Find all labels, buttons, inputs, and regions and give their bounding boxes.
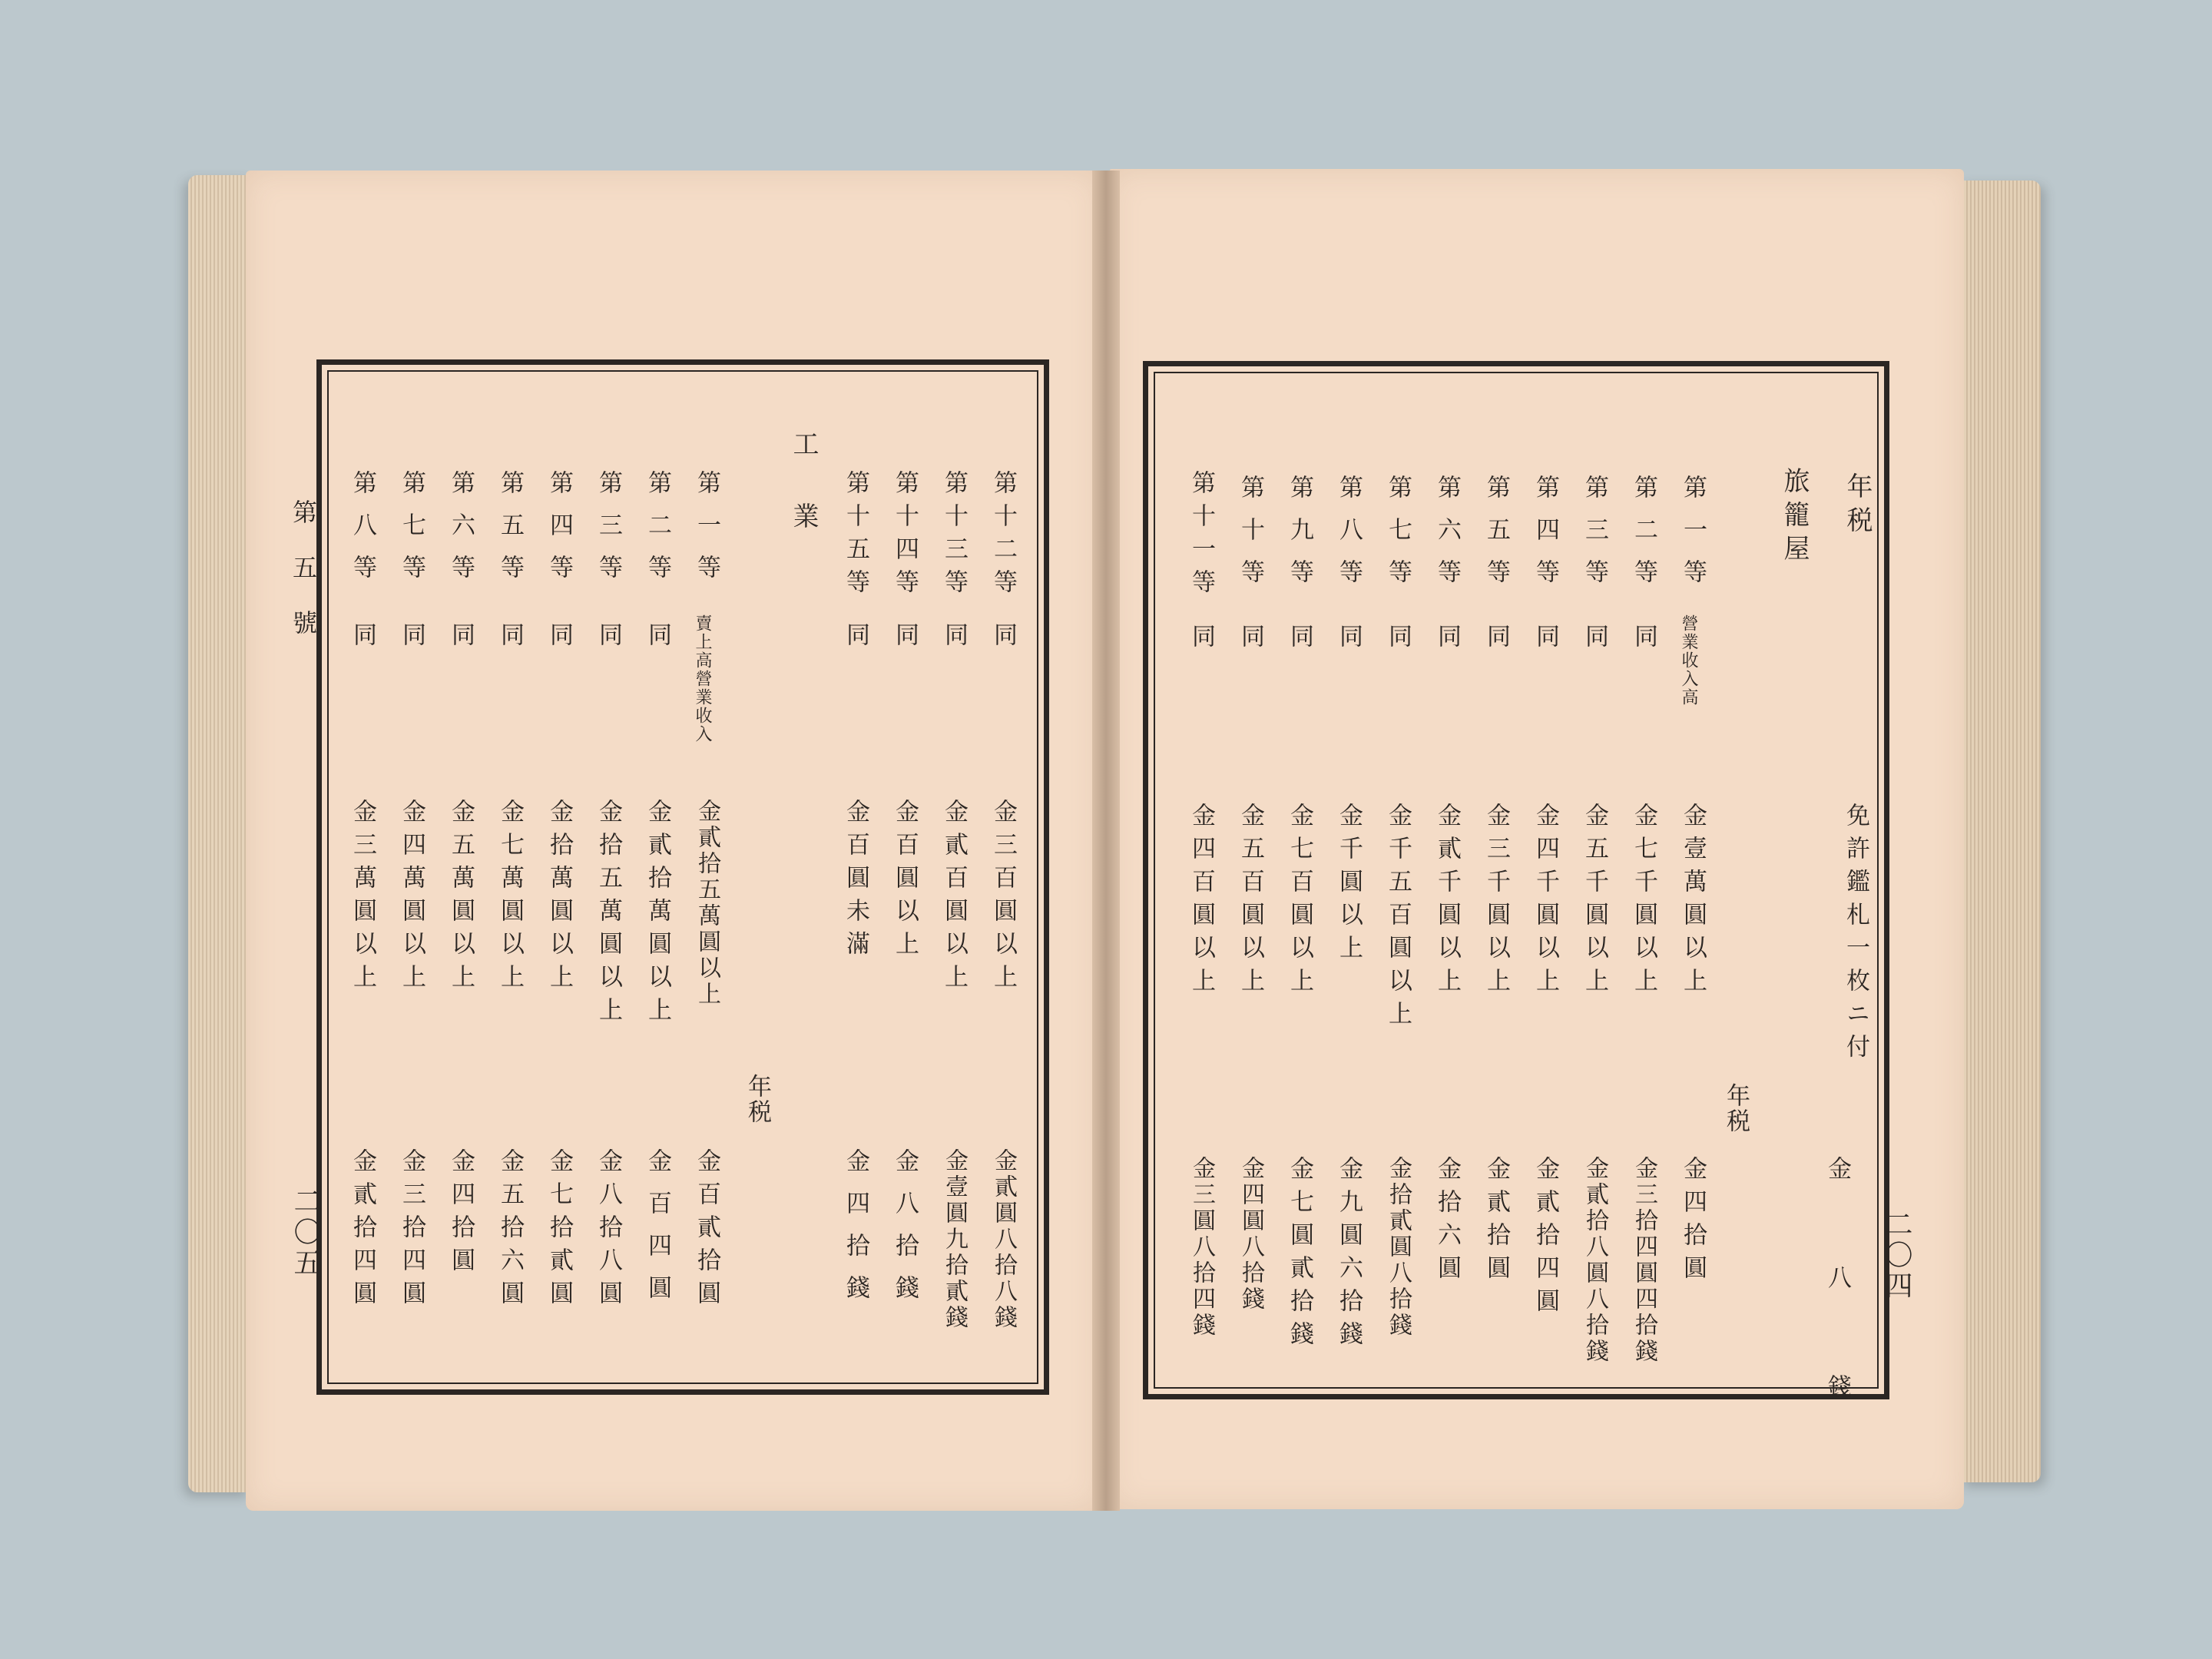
left-page-number: 二〇五 [290,1187,321,1279]
table-row-basis: 同 [398,622,426,664]
table-row-basis: 賣上高營業收入 [693,614,712,743]
table-row-threshold: 金貳百圓以上 [940,799,968,997]
table-row-grade: 第七等 [398,470,426,597]
table-row-grade: 第一等 [693,470,720,597]
table-row-tax: 金百貳拾圓 [693,1148,720,1313]
table-row-basis: 同 [891,622,919,664]
table-row-threshold: 金貳拾五萬圓以上 [694,799,720,1008]
table-row-basis: 同 [1433,624,1461,666]
table-row-tax: 金貳拾四圓 [349,1148,376,1313]
table-row-threshold: 金五萬圓以上 [447,799,475,997]
table-row-threshold: 金貳拾萬圓以上 [644,799,671,1030]
table-row-threshold: 金拾萬圓以上 [545,799,573,997]
table-row-tax: 金四拾錢 [842,1148,869,1317]
table-row-basis: 同 [989,622,1017,664]
table-row-threshold: 金壹萬圓以上 [1679,803,1707,1001]
table-row-grade: 第二等 [644,470,671,597]
table-row-threshold: 金三千圓以上 [1482,803,1510,1001]
table-row-tax: 金八拾錢 [891,1148,919,1317]
page-block-left-edge [188,175,251,1492]
table-row-basis: 同 [940,622,968,664]
table-row-threshold: 金七萬圓以上 [496,799,524,997]
table-row-grade: 第二等 [1630,475,1657,601]
table-row-basis: 同 [496,622,524,664]
table-row-basis: 同 [545,622,573,664]
table-row-grade: 第六等 [447,470,475,597]
table-row-tax: 金貳拾八圓八拾錢 [1581,1156,1608,1365]
table-row-grade: 第十一等 [1187,470,1215,602]
table-row-grade: 第一等 [1679,475,1707,601]
table-row-basis: 同 [1384,624,1412,666]
table-row-grade: 第七等 [1384,475,1412,601]
page-block-right-edge [1960,180,2041,1482]
table-row-tax: 金貳拾圓 [1482,1156,1510,1288]
left-section-title: 工業 [788,430,819,575]
table-row-tax: 金百四圓 [644,1148,671,1317]
table-row-grade: 第五等 [1482,475,1510,601]
left-page-frame [316,359,1049,1395]
table-row-grade: 第十三等 [940,470,968,602]
left-margin-title: 第五號 [289,499,318,665]
table-row-grade: 第六等 [1433,475,1461,601]
table-row-threshold: 金貳千圓以上 [1433,803,1461,1001]
book-gutter [1092,171,1120,1511]
table-row-basis: 同 [842,622,869,664]
table-row-basis: 同 [447,622,475,664]
table-row-basis: 同 [349,622,376,664]
table-row-tax: 金四拾圓 [1679,1156,1707,1288]
table-row-grade: 第八等 [1335,475,1363,601]
table-row-tax: 金九圓六拾錢 [1335,1156,1363,1354]
table-row-grade: 第三等 [1581,475,1608,601]
table-row-threshold: 金三百圓以上 [989,799,1017,997]
table-row-tax: 金三圓八拾四錢 [1188,1156,1215,1339]
table-row-tax: 金七圓貳拾錢 [1286,1156,1313,1354]
table-row-tax: 金貳拾四圓 [1532,1156,1559,1321]
table-row-tax: 金八拾八圓 [594,1148,622,1313]
right-section-title: 旅籠屋 [1779,467,1810,568]
table-row-grade: 第十等 [1237,475,1264,601]
table-row-tax: 金拾貳圓八拾錢 [1385,1156,1412,1339]
right-header-text: 免許鑑札一枚ニ付 [1842,803,1869,1067]
table-row-threshold: 金五千圓以上 [1581,803,1608,1001]
table-row-grade: 第四等 [1532,475,1559,601]
table-row-threshold: 金四百圓以上 [1187,803,1215,1001]
table-row-tax: 金拾六圓 [1433,1156,1461,1288]
table-row-tax: 金三拾四圓 [398,1148,426,1313]
table-row-grade: 第九等 [1286,475,1313,601]
table-row-tax: 金壹圓九拾貳錢 [941,1148,968,1331]
table-row-basis: 同 [1532,624,1559,666]
table-row-tax: 金五拾六圓 [496,1148,524,1313]
table-row-basis: 同 [1482,624,1510,666]
table-row-grade: 第十五等 [842,470,869,602]
table-row-tax: 金七拾貳圓 [545,1148,573,1313]
table-row-basis: 同 [1237,624,1264,666]
table-row-threshold: 金千五百圓以上 [1384,803,1412,1034]
table-row-basis: 同 [1335,624,1363,666]
table-row-threshold: 金百圓以上 [891,799,919,964]
table-row-grade: 第十二等 [989,470,1017,602]
right-section-note: 年税 [1722,1083,1750,1134]
right-header-note: 年税 [1842,472,1873,540]
table-row-threshold: 金千圓以上 [1335,803,1363,968]
table-row-basis: 同 [644,622,671,664]
table-row-threshold: 金百圓未滿 [842,799,869,964]
table-row-tax: 金貳圓八拾八錢 [990,1148,1017,1331]
right-page-number: 二〇四 [1881,1210,1912,1302]
table-row-tax: 金四圓八拾錢 [1237,1156,1264,1313]
left-section-note: 年税 [743,1074,771,1124]
table-row-threshold: 金五百圓以上 [1237,803,1264,1001]
table-row-basis: 同 [1286,624,1313,666]
table-row-grade: 第八等 [349,470,376,597]
table-row-threshold: 金三萬圓以上 [349,799,376,997]
table-row-grade: 第四等 [545,470,573,597]
table-row-basis: 同 [1187,624,1215,666]
right-header-amount: 金 八 錢 [1823,1156,1851,1429]
table-row-basis: 同 [1630,624,1657,666]
table-row-grade: 第三等 [594,470,622,597]
table-row-basis: 營業收入高 [1679,614,1698,707]
table-row-threshold: 金七百圓以上 [1286,803,1313,1001]
table-row-threshold: 金四萬圓以上 [398,799,426,997]
table-row-threshold: 金拾五萬圓以上 [594,799,622,1030]
table-row-threshold: 金四千圓以上 [1532,803,1559,1001]
table-row-tax: 金三拾四圓四拾錢 [1631,1156,1657,1365]
table-row-basis: 同 [594,622,622,664]
table-row-grade: 第五等 [496,470,524,597]
table-row-grade: 第十四等 [891,470,919,602]
table-row-tax: 金四拾圓 [447,1148,475,1280]
table-row-threshold: 金七千圓以上 [1630,803,1657,1001]
table-row-basis: 同 [1581,624,1608,666]
